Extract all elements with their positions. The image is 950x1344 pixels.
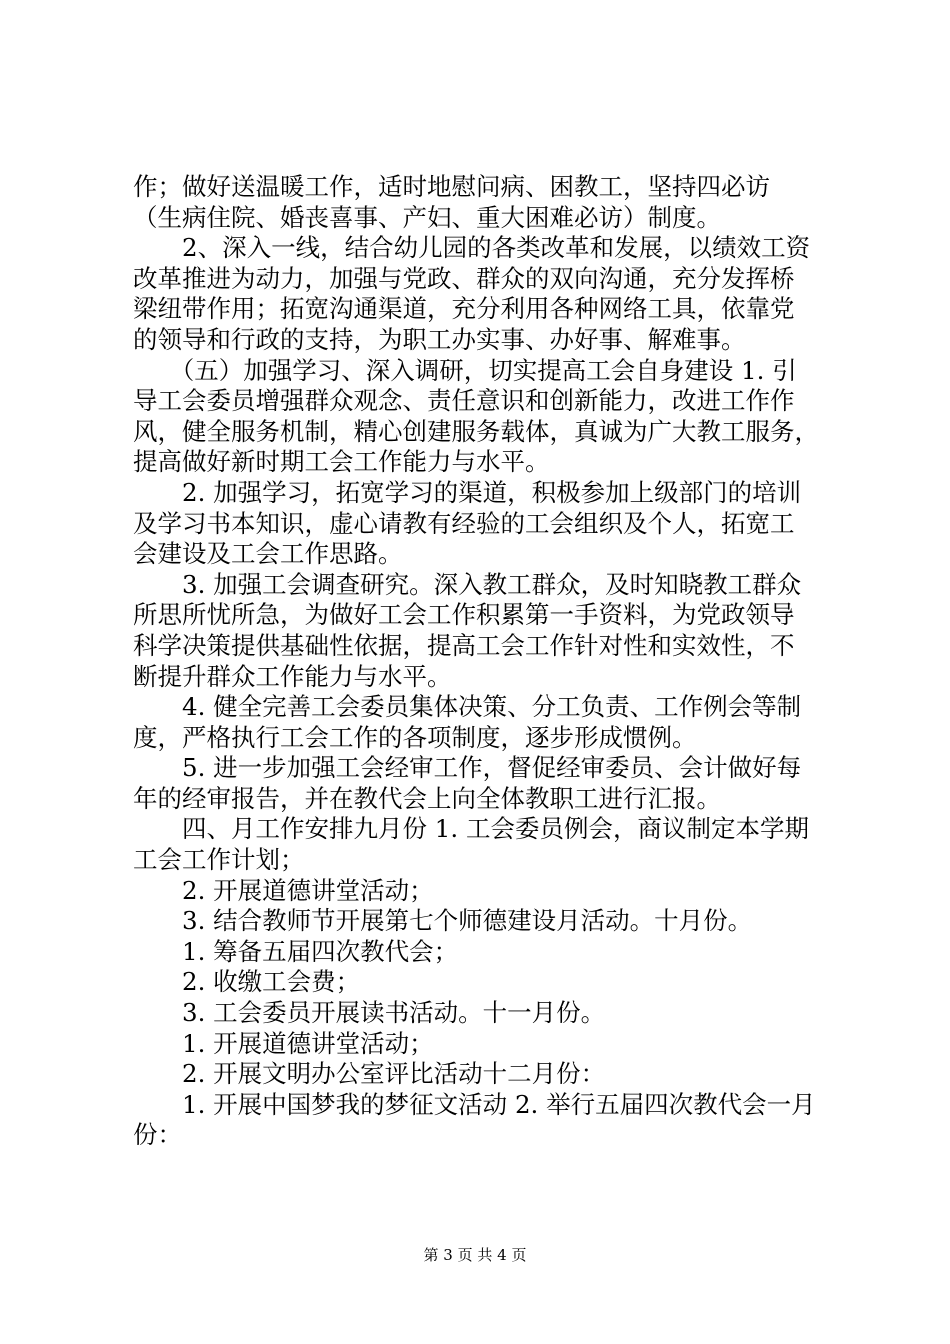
- text-line: （生病住院、婚丧喜事、产妇、重大困难必访）制度。: [133, 202, 721, 232]
- text-line: 导工会委员增强群众观念、责任意识和创新能力，改进工作作: [133, 386, 795, 416]
- page-footer: [0, 1244, 950, 1265]
- text-line: 份：: [133, 1120, 182, 1150]
- text-line: 1. 开展道德讲堂活动；: [133, 1028, 434, 1058]
- text-line: 工会工作计划；: [133, 845, 305, 875]
- text-line: 3. 加强工会调查研究。深入教工群众，及时知晓教工群众: [133, 569, 802, 599]
- text-line: 断提升群众工作能力与水平。: [133, 661, 452, 691]
- text-line: 2. 收缴工会费；: [133, 967, 361, 997]
- text-line: 年的经审报告，并在教代会上向全体教职工进行汇报。: [133, 783, 721, 813]
- text-line: 改革推进为动力，加强与党政、群众的双向沟通，充分发挥桥: [133, 263, 795, 293]
- text-line: 2. 加强学习，拓宽学习的渠道，积极参加上级部门的培训: [133, 477, 802, 507]
- text-line: 作；做好送温暖工作，适时地慰问病、困教工，坚持四必访: [133, 172, 770, 201]
- text-line: （五）加强学习、深入调研，切实提高工会自身建设 1. 引: [133, 355, 797, 385]
- text-line: 科学决策提供基础性依据，提高工会工作针对性和实效性，不: [133, 630, 795, 660]
- text-line: 提高做好新时期工会工作能力与水平。: [133, 447, 550, 477]
- text-line: 1. 筹备五届四次教代会；: [133, 936, 459, 966]
- text-line: 会建设及工会工作思路。: [133, 539, 403, 569]
- text-line: 3. 工会委员开展读书活动。十一月份。: [133, 998, 606, 1028]
- text-line: 2. 开展文明办公室评比活动十二月份：: [133, 1059, 606, 1089]
- text-line: 度，严格执行工会工作的各项制度，逐步形成惯例。: [133, 722, 697, 752]
- text-line: 5. 进一步加强工会经审工作，督促经审委员、会计做好每: [133, 753, 802, 783]
- text-line: 3. 结合教师节开展第七个师德建设月活动。十月份。: [133, 906, 753, 936]
- page-number-label: 第 3 页 共 4 页: [423, 1246, 527, 1264]
- text-line: 的领导和行政的支持，为职工办实事、办好事、解难事。: [133, 324, 746, 354]
- text-line: 4. 健全完善工会委员集体决策、分工负责、工作例会等制: [133, 692, 802, 722]
- text-line: 所思所忧所急，为做好工会工作积累第一手资料，为党政领导: [133, 600, 795, 630]
- text-line: 2、深入一线，结合幼儿园的各类改革和发展，以绩效工资: [133, 233, 811, 263]
- text-line: 及学习书本知识，虚心请教有经验的工会组织及个人，拓宽工: [133, 508, 795, 538]
- document-body: [133, 172, 833, 1151]
- text-line: 2. 开展道德讲堂活动；: [133, 875, 434, 905]
- text-line: 1. 开展中国梦我的梦征文活动 2. 举行五届四次教代会一月: [133, 1089, 816, 1119]
- text-line: 四、月工作安排九月份 1. 工会委员例会，商议制定本学期: [133, 814, 809, 844]
- text-line: 风，健全服务机制，精心创建服务载体，真诚为广大教工服务，: [133, 416, 819, 446]
- text-line: 梁纽带作用；拓宽沟通渠道，充分利用各种网络工具，依靠党: [133, 294, 795, 324]
